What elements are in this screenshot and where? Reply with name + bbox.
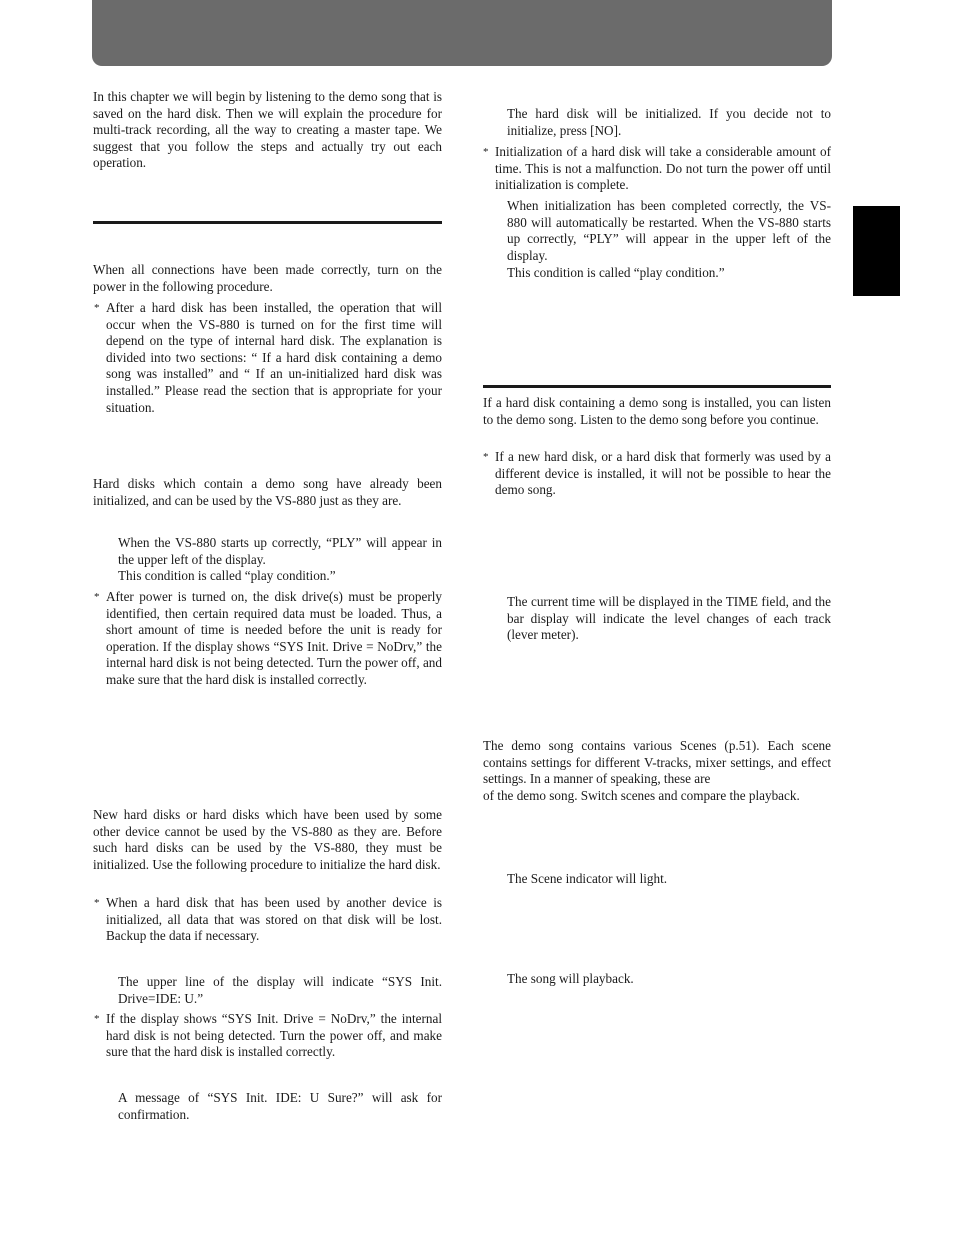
playback-paragraph: The song will playback. [507, 971, 634, 986]
scene-indicator-paragraph: The Scene indicator will light. [507, 871, 668, 886]
upper-line-paragraph: The upper line of the display will indicate “SYS Init. Drive=IDE: U.” [118, 974, 442, 1006]
note-power [94, 589, 442, 689]
play-condition-left: This condition is called “play condition.” [118, 568, 336, 583]
listen-paragraph: If a hard disk containing a demo song is installed, you can listen to the demo song. Listen to the demo song before you continue. [483, 395, 831, 427]
current-time-paragraph: The current time will be displayed in the TIME field, and the bar display will indicate the level changes of each track (lever meter). [507, 594, 831, 643]
note-asterisk: * [483, 451, 489, 463]
note-asterisk: * [483, 146, 489, 158]
note-data-lost-text: When a hard disk that has been used by another device is initialized, all data that was stored on that disk will be lost. Backup the data if necessary. [106, 895, 442, 944]
initialized-paragraph: The hard disk will be initialized. If you decide not to initialize, press [NO]. [507, 106, 831, 138]
note-new-disk-text: If a new hard disk, or a hard disk that formerly was used by a different device is installed, it will not be possible to hear the demo song. [495, 449, 831, 498]
note-asterisk: * [94, 591, 100, 603]
note-power-text: After power is turned on, the disk drive(s) must be properly identified, then certain required data must be loaded. Thus, a short amount of time is needed before the unit is ready for operation. If the display shows “SYS Init. Drive = NoDrv,” the internal hard disk is not being detected. Turn the power off, and make sure that the hard disk is installed correctly. [106, 589, 442, 687]
power-on-paragraph: When all connections have been made correctly, turn on the power in the following procedure. [93, 262, 442, 294]
new-disks-paragraph: New hard disks or hard disks which have been used by some other device cannot be used by the VS-880 as they are. Before such hard disks can be used by the VS-880, they must be initialized. Use the following procedure to initialize the hard disk. [93, 807, 442, 872]
note-data-lost [94, 895, 442, 945]
note-time-text: Initialization of a hard disk will take a considerable amount of time. This is not a malfunction. Do not turn the power off until initialization is complete. [495, 144, 831, 193]
chapter-header-bar [92, 0, 832, 66]
scenes-paragraph-end: of the demo song. Switch scenes and compare the playback. [483, 788, 800, 803]
note-asterisk: * [94, 1013, 100, 1025]
intro-paragraph: In this chapter we will begin by listening to the demo song that is saved on the hard disk. Then we will explain the procedure for multi-track recording, all the way to creating a master tape. We suggest that you follow the steps and actually try out each operation. [93, 89, 442, 171]
starts-up-paragraph: When the VS-880 starts up correctly, “PLY” will appear in the upper left of the display. [118, 535, 442, 567]
note-nodrv-text: If the display shows “SYS Init. Drive = NoDrv,” the internal hard disk is not being detected. Turn the power off, and make sure that the hard disk is installed correctly. [106, 1011, 442, 1060]
section-rule-left [93, 221, 442, 224]
play-condition-right: This condition is called “play condition.” [507, 265, 725, 280]
note-nodrv [94, 1011, 442, 1061]
note-time [483, 144, 831, 194]
note-first-time [94, 300, 442, 416]
demo-disks-paragraph: Hard disks which contain a demo song have already been initialized, and can be used by the VS-880 just as they are. [93, 476, 442, 508]
note-first-time-text: After a hard disk has been installed, the operation that will occur when the VS-880 is turned on for the first time will depend on the type of internal hard disk. The explanation is divided into two sections: “ If a hard disk containing a demo song was installed” and “ If an un-initialized hard disk was installed.” Please read the section that is appropriate for your situation. [106, 300, 442, 415]
restart-paragraph: When initialization has been completed correctly, the VS-880 will automatically be restarted. When the VS-880 starts up correctly, “PLY” will appear in the upper left of the display. [507, 198, 831, 263]
chapter-side-tab [853, 206, 900, 296]
note-asterisk: * [94, 302, 100, 314]
scenes-paragraph: The demo song contains various Scenes (p.51). Each scene contains settings for different V-tracks, mixer settings, and effect settings. In a manner of speaking, these are [483, 738, 831, 787]
note-new-disk [483, 449, 831, 499]
confirm-paragraph: A message of “SYS Init. IDE: U Sure?” will ask for confirmation. [118, 1090, 442, 1122]
note-asterisk: * [94, 897, 100, 909]
section-rule-right [483, 385, 831, 388]
